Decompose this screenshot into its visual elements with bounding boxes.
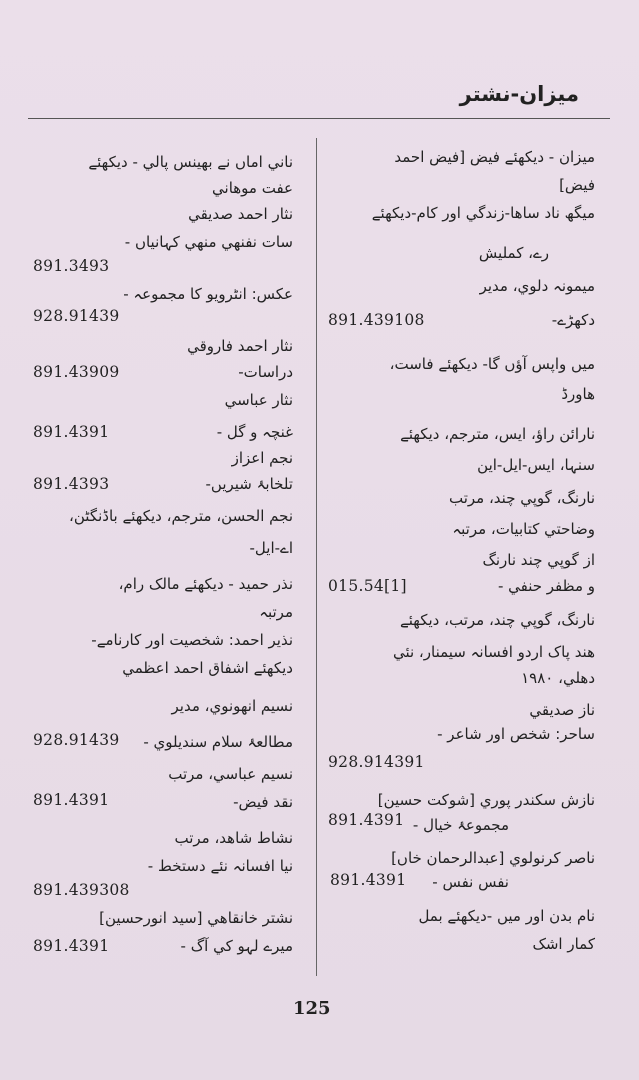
entry-line: نشتر خانقاھي [سید انورحسین] (99, 909, 293, 927)
entry-line: ناصر کرنولوي [عبدالرحمان خاں] (391, 849, 595, 867)
entry-line: میمونہ دلوي، مدیر (479, 277, 595, 295)
call-number: 891.4391 (328, 811, 405, 829)
entry-line: میگھ ناد ساھا-زندگي اور کام-دیکھئے (371, 204, 595, 222)
entry-line: تلخابۂ شیریں- (205, 475, 293, 493)
entry-line: دکھڑے- (551, 311, 595, 329)
entry-line: نسیم عباسي، مرتب (168, 765, 293, 783)
entry-line: دیکھئے اشفاق احمد اعظمي (122, 659, 293, 677)
entry-line: نسیم انھونوي، مدیر (171, 697, 293, 715)
call-number: 891.4391 (33, 791, 110, 809)
entry-line: ساحر: شخص اور شاعر - (437, 725, 595, 743)
entry-line: ناني اماں نے بھینس پالي - دیکھئے (88, 153, 293, 171)
call-number: 928.914391 (328, 753, 425, 771)
entry-line: رے، کملیش (478, 244, 549, 262)
call-number: 891.4393 (33, 475, 110, 493)
entry-line: نام بدن اور میں -دیکھئے بمل (418, 907, 595, 925)
entry-line: عفت موھاني (212, 179, 293, 197)
column-divider (316, 138, 317, 976)
entry-line: دراسات- (238, 363, 293, 381)
entry-line: نجم الحسن، مترجم، دیکھئے باڈنگٹن، (69, 507, 293, 525)
entry-line: وضاحتي کتابیات، مرتبہ (452, 520, 595, 538)
running-header: میزان-نشتر (459, 82, 579, 106)
entry-line: نفس نفس - (432, 873, 509, 891)
call-number: 015.54[1] (328, 577, 407, 595)
entry-line: مرتبہ (259, 603, 293, 621)
entry-line: نثار احمد فاروقي (187, 337, 293, 355)
call-number: 891.4391 (330, 871, 407, 889)
entry-line: نثار احمد صدیقي (188, 205, 293, 223)
entry-line: نذر حمید - دیکھئے مالک رام، (118, 575, 293, 593)
entry-line: عکس: انٹرویو کا مجموعہ - (123, 285, 293, 303)
call-number: 891.439108 (328, 311, 425, 329)
entry-line: نارنگ، گوپي چند، مرتب (448, 489, 595, 507)
entry-line: نیا افسانہ نئے دستخط - (147, 857, 293, 875)
header-rule (28, 118, 610, 119)
entry-line: نثار عباسي (224, 391, 293, 409)
call-number: 891.4391 (33, 423, 110, 441)
entry-line: ناز صدیقي (529, 701, 595, 719)
entry-line: نازش سکندر پوري [شوکت حسین] (377, 791, 595, 809)
call-number: 891.439308 (33, 881, 130, 899)
entry-line: نارنگ، گوپي چند، مرتب، دیکھئے (399, 611, 595, 629)
entry-line: مجموعۂ خیال - (412, 816, 509, 834)
entry-line: از گوپي چند نارنگ (482, 551, 595, 569)
entry-line: ھند پاک اردو افسانہ سیمنار، نئي (392, 643, 595, 661)
entry-line: نقد فیض- (233, 793, 293, 811)
page-number: 125 (293, 998, 331, 1019)
entry-line: اے-ایل- (249, 539, 293, 557)
entry-line: میں واپس آؤں گا- دیکھئے فاست، (389, 355, 595, 373)
call-number: 891.4391 (33, 937, 110, 955)
entry-line: نشاط شاھد، مرتب (174, 829, 293, 847)
entry-line: نجم اعزاز (231, 449, 293, 467)
call-number: 928.91439 (33, 307, 120, 325)
call-number: 928.91439 (33, 731, 120, 749)
entry-line: و مظفر حنفي - (497, 577, 595, 595)
entry-line: سات نفنھي منھي کہانیاں - (124, 233, 293, 251)
entry-line: دھلي، ۱۹۸۰ (521, 669, 595, 687)
entry-line: میرے لہو کي آگ - (180, 937, 293, 955)
call-number: 891.43909 (33, 363, 120, 381)
entry-line: ھاورڈ (561, 385, 595, 403)
entry-line: کمار اشک (532, 935, 595, 953)
entry-line: نذیر احمد: شخصیت اور کارنامے- (91, 631, 293, 649)
call-number: 891.3493 (33, 257, 110, 275)
entry-line: مطالعۂ سلام سندیلوي - (143, 733, 293, 751)
entry-line: میزان - دیکھئے فیض [فیض احمد (394, 148, 595, 166)
entry-line: نارائن راؤ، ایس، مترجم، دیکھئے (400, 425, 595, 443)
entry-line: غنچہ و گل - (216, 423, 293, 441)
entry-line: سنہا، ایس-ایل-این (477, 456, 595, 474)
entry-line: فیض] (559, 176, 595, 194)
